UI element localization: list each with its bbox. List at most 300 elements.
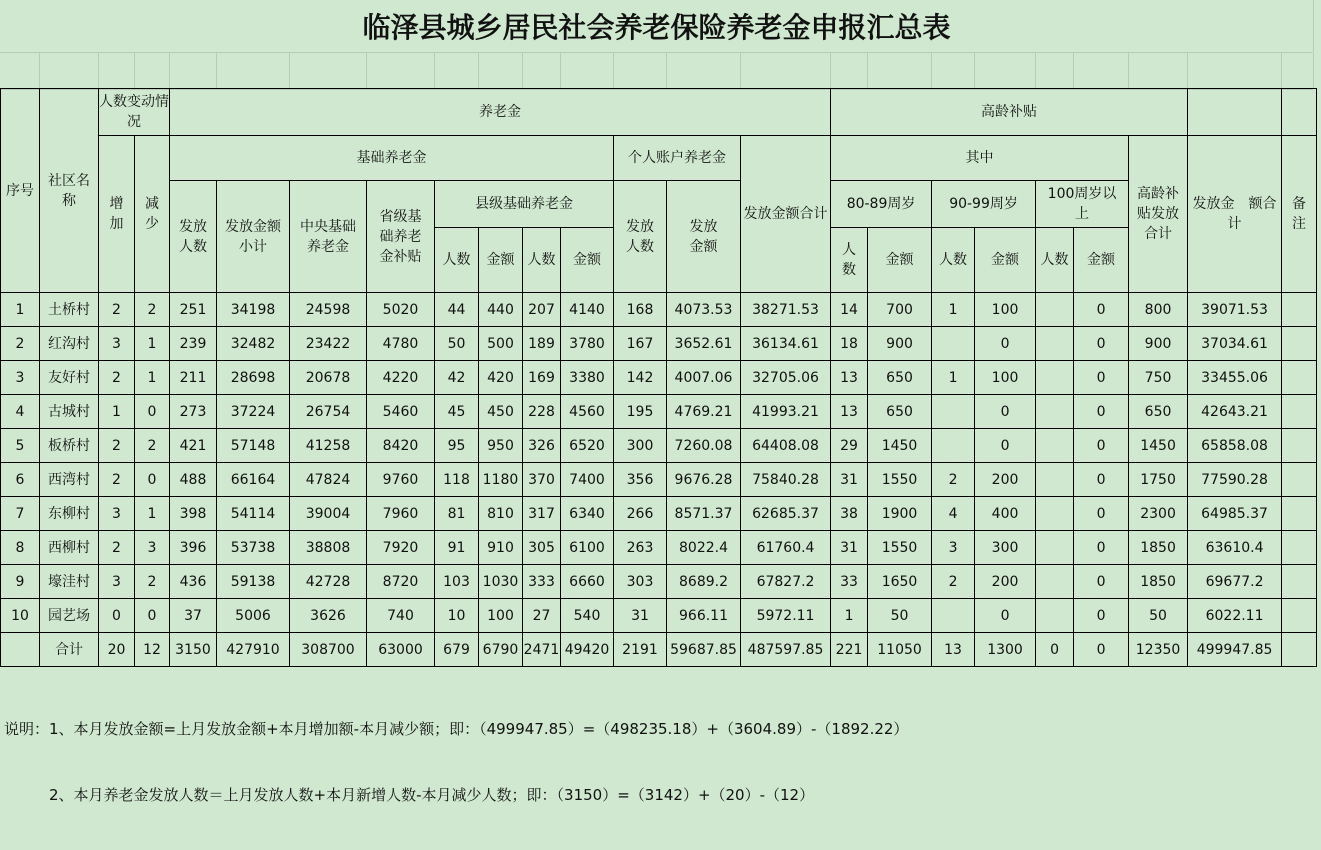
cell-a100a[interactable]: 0 <box>1074 361 1129 395</box>
cell-prov[interactable]: 5460 <box>367 395 435 429</box>
cell-a100n[interactable] <box>1036 429 1074 463</box>
cell-a80a[interactable]: 1450 <box>868 429 932 463</box>
cell-a80a[interactable]: 900 <box>868 327 932 361</box>
header-elder-subsidy: 高龄补贴 <box>831 89 1188 136</box>
cell-c2n[interactable]: 333 <box>523 565 561 599</box>
cell-prov[interactable]: 63000 <box>367 633 435 667</box>
cell-et[interactable]: 650 <box>1129 395 1188 429</box>
cell-a90a[interactable]: 400 <box>975 497 1036 531</box>
cell-cnt[interactable]: 3150 <box>170 633 217 667</box>
cell-et[interactable]: 50 <box>1129 599 1188 633</box>
cell-pa[interactable]: 7260.08 <box>667 429 741 463</box>
cell-name[interactable]: 古城村 <box>40 395 99 429</box>
table-row <box>1 633 1317 667</box>
cell-prov[interactable]: 4220 <box>367 361 435 395</box>
cell-remark[interactable] <box>1282 497 1317 531</box>
cell-tot[interactable]: 62685.37 <box>741 497 831 531</box>
cell-dec[interactable]: 3 <box>135 531 170 565</box>
cell-c2a[interactable]: 3780 <box>561 327 614 361</box>
cell-dec[interactable]: 2 <box>135 565 170 599</box>
cell-inc[interactable]: 0 <box>99 599 135 633</box>
cell-remark[interactable] <box>1282 395 1317 429</box>
cell-c1a[interactable]: 910 <box>479 531 523 565</box>
cell-pn[interactable]: 263 <box>614 531 667 565</box>
cell-seq[interactable] <box>1 633 40 667</box>
cell-c2a[interactable]: 4140 <box>561 293 614 327</box>
header-blank-a <box>1188 89 1282 136</box>
cell-a100n[interactable] <box>1036 395 1074 429</box>
cell-a100n[interactable] <box>1036 531 1074 565</box>
cell-c1a[interactable]: 100 <box>479 599 523 633</box>
cell-pa[interactable]: 59687.85 <box>667 633 741 667</box>
cell-a90n[interactable]: 13 <box>932 633 975 667</box>
cell-c1a[interactable]: 500 <box>479 327 523 361</box>
cell-a90n[interactable] <box>932 429 975 463</box>
cell-c2n[interactable]: 305 <box>523 531 561 565</box>
cell-name[interactable]: 东柳村 <box>40 497 99 531</box>
header-increase: 增加 <box>99 136 135 293</box>
header-80-amount: 金额 <box>868 228 932 293</box>
cell-a90n[interactable]: 3 <box>932 531 975 565</box>
cell-central[interactable]: 39004 <box>290 497 367 531</box>
cell-pa[interactable]: 4007.06 <box>667 361 741 395</box>
cell-central[interactable]: 26754 <box>290 395 367 429</box>
cell-a100a[interactable]: 0 <box>1074 633 1129 667</box>
cell-cnt[interactable]: 396 <box>170 531 217 565</box>
cell-gt[interactable]: 6022.11 <box>1188 599 1282 633</box>
cell-seq[interactable]: 7 <box>1 497 40 531</box>
cell-inc[interactable]: 2 <box>99 463 135 497</box>
cell-pn[interactable]: 142 <box>614 361 667 395</box>
cell-dec[interactable]: 1 <box>135 327 170 361</box>
cell-seq[interactable]: 4 <box>1 395 40 429</box>
cell-a80n[interactable]: 18 <box>831 327 868 361</box>
cell-a80a[interactable]: 700 <box>868 293 932 327</box>
header-among: 其中 <box>831 136 1129 181</box>
cell-et[interactable]: 1850 <box>1129 565 1188 599</box>
table-row <box>1 531 1317 565</box>
cell-c1a[interactable]: 810 <box>479 497 523 531</box>
cell-gt[interactable]: 39071.53 <box>1188 293 1282 327</box>
cell-pn[interactable]: 356 <box>614 463 667 497</box>
cell-a80n[interactable]: 33 <box>831 565 868 599</box>
cell-c2a[interactable]: 6340 <box>561 497 614 531</box>
cell-cnt[interactable]: 211 <box>170 361 217 395</box>
cell-a90n[interactable]: 1 <box>932 361 975 395</box>
cell-c1n[interactable]: 91 <box>435 531 479 565</box>
cell-c2n[interactable]: 317 <box>523 497 561 531</box>
cell-a90n[interactable] <box>932 327 975 361</box>
cell-cnt[interactable]: 273 <box>170 395 217 429</box>
notes <box>4 674 908 850</box>
cell-name[interactable]: 合计 <box>40 633 99 667</box>
cell-a100a[interactable]: 0 <box>1074 531 1129 565</box>
cell-pa[interactable]: 966.11 <box>667 599 741 633</box>
header-issue-subtotal: 发放金额小计 <box>217 181 290 293</box>
cell-c1a[interactable]: 950 <box>479 429 523 463</box>
cell-remark[interactable] <box>1282 463 1317 497</box>
cell-c2n[interactable]: 207 <box>523 293 561 327</box>
cell-pn[interactable]: 300 <box>614 429 667 463</box>
cell-c2n[interactable]: 326 <box>523 429 561 463</box>
cell-dec[interactable]: 2 <box>135 429 170 463</box>
cell-a100a[interactable]: 0 <box>1074 497 1129 531</box>
cell-c2n[interactable]: 169 <box>523 361 561 395</box>
cell-a90n[interactable]: 4 <box>932 497 975 531</box>
cell-c1a[interactable]: 420 <box>479 361 523 395</box>
header-county-people-2: 人数 <box>523 228 561 293</box>
cell-dec[interactable]: 12 <box>135 633 170 667</box>
cell-c1n[interactable]: 679 <box>435 633 479 667</box>
cell-a90n[interactable] <box>932 395 975 429</box>
cell-pn[interactable]: 266 <box>614 497 667 531</box>
cell-prov[interactable]: 9760 <box>367 463 435 497</box>
cell-sub[interactable]: 59138 <box>217 565 290 599</box>
cell-c1a[interactable]: 1030 <box>479 565 523 599</box>
cell-a100n[interactable] <box>1036 497 1074 531</box>
cell-c1n[interactable]: 81 <box>435 497 479 531</box>
cell-a90a[interactable]: 200 <box>975 463 1036 497</box>
cell-c2a[interactable]: 6660 <box>561 565 614 599</box>
cell-et[interactable]: 750 <box>1129 361 1188 395</box>
cell-cnt[interactable]: 488 <box>170 463 217 497</box>
cell-a100a[interactable]: 0 <box>1074 327 1129 361</box>
cell-pa[interactable]: 8689.2 <box>667 565 741 599</box>
cell-et[interactable]: 1750 <box>1129 463 1188 497</box>
table-row <box>1 463 1317 497</box>
cell-a90a[interactable]: 200 <box>975 565 1036 599</box>
header-pension: 养老金 <box>170 89 831 136</box>
cell-dec[interactable]: 1 <box>135 361 170 395</box>
table-row <box>1 429 1317 463</box>
cell-a80n[interactable]: 13 <box>831 361 868 395</box>
cell-seq[interactable]: 6 <box>1 463 40 497</box>
cell-pn[interactable]: 2191 <box>614 633 667 667</box>
cell-remark[interactable] <box>1282 327 1317 361</box>
cell-a80n[interactable]: 13 <box>831 395 868 429</box>
header-age-100: 100周岁以上 <box>1036 181 1129 228</box>
cell-c2a[interactable]: 3380 <box>561 361 614 395</box>
cell-c2a[interactable]: 7400 <box>561 463 614 497</box>
cell-name[interactable]: 土桥村 <box>40 293 99 327</box>
cell-central[interactable]: 47824 <box>290 463 367 497</box>
cell-sub[interactable]: 28698 <box>217 361 290 395</box>
cell-c1a[interactable]: 450 <box>479 395 523 429</box>
header-county-amount-1: 金额 <box>479 228 523 293</box>
cell-c1a[interactable]: 1180 <box>479 463 523 497</box>
cell-name[interactable]: 西湾村 <box>40 463 99 497</box>
cell-a90n[interactable] <box>932 599 975 633</box>
cell-remark[interactable] <box>1282 293 1317 327</box>
cell-et[interactable]: 900 <box>1129 327 1188 361</box>
cell-c2n[interactable]: 2471 <box>523 633 561 667</box>
header-elder-total: 高龄补贴发放合计 <box>1129 136 1188 293</box>
cell-c1n[interactable]: 118 <box>435 463 479 497</box>
cell-c2n[interactable]: 189 <box>523 327 561 361</box>
cell-prov[interactable]: 7960 <box>367 497 435 531</box>
cell-name[interactable]: 板桥村 <box>40 429 99 463</box>
cell-inc[interactable]: 1 <box>99 395 135 429</box>
cell-seq[interactable]: 1 <box>1 293 40 327</box>
cell-a100n[interactable] <box>1036 565 1074 599</box>
cell-a90a[interactable]: 0 <box>975 327 1036 361</box>
cell-central[interactable]: 20678 <box>290 361 367 395</box>
cell-seq[interactable]: 8 <box>1 531 40 565</box>
cell-name[interactable]: 友好村 <box>40 361 99 395</box>
cell-a100a[interactable]: 0 <box>1074 565 1129 599</box>
header-remark: 备注 <box>1282 136 1317 293</box>
cell-a90a[interactable]: 100 <box>975 293 1036 327</box>
cell-dec[interactable]: 0 <box>135 599 170 633</box>
cell-name[interactable]: 园艺场 <box>40 599 99 633</box>
cell-a90a[interactable]: 0 <box>975 599 1036 633</box>
cell-c2a[interactable]: 6100 <box>561 531 614 565</box>
cell-a90n[interactable]: 2 <box>932 463 975 497</box>
cell-tot[interactable]: 75840.28 <box>741 463 831 497</box>
cell-pa[interactable]: 3652.61 <box>667 327 741 361</box>
cell-pa[interactable]: 9676.28 <box>667 463 741 497</box>
table-row <box>1 565 1317 599</box>
cell-central[interactable]: 42728 <box>290 565 367 599</box>
cell-cnt[interactable]: 398 <box>170 497 217 531</box>
cell-tot[interactable]: 61760.4 <box>741 531 831 565</box>
cell-pn[interactable]: 31 <box>614 599 667 633</box>
cell-a100a[interactable]: 0 <box>1074 395 1129 429</box>
cell-cnt[interactable]: 37 <box>170 599 217 633</box>
cell-sub[interactable]: 34198 <box>217 293 290 327</box>
cell-pn[interactable]: 168 <box>614 293 667 327</box>
cell-pn[interactable]: 303 <box>614 565 667 599</box>
cell-tot[interactable]: 64408.08 <box>741 429 831 463</box>
cell-tot[interactable]: 38271.53 <box>741 293 831 327</box>
cell-inc[interactable]: 2 <box>99 531 135 565</box>
cell-a80a[interactable]: 650 <box>868 361 932 395</box>
cell-gt[interactable]: 64985.37 <box>1188 497 1282 531</box>
cell-et[interactable]: 800 <box>1129 293 1188 327</box>
cell-a80a[interactable]: 1550 <box>868 531 932 565</box>
cell-inc[interactable]: 20 <box>99 633 135 667</box>
cell-tot[interactable]: 36134.61 <box>741 327 831 361</box>
cell-tot[interactable]: 487597.85 <box>741 633 831 667</box>
cell-a80n[interactable]: 1 <box>831 599 868 633</box>
cell-pa[interactable]: 4769.21 <box>667 395 741 429</box>
cell-inc[interactable]: 2 <box>99 293 135 327</box>
cell-et[interactable]: 2300 <box>1129 497 1188 531</box>
cell-inc[interactable]: 3 <box>99 565 135 599</box>
cell-cnt[interactable]: 251 <box>170 293 217 327</box>
cell-a100a[interactable]: 0 <box>1074 429 1129 463</box>
cell-et[interactable]: 1850 <box>1129 531 1188 565</box>
cell-remark[interactable] <box>1282 361 1317 395</box>
cell-inc[interactable]: 2 <box>99 429 135 463</box>
cell-sub[interactable]: 53738 <box>217 531 290 565</box>
cell-gt[interactable]: 499947.85 <box>1188 633 1282 667</box>
cell-seq[interactable]: 5 <box>1 429 40 463</box>
cell-a90a[interactable]: 300 <box>975 531 1036 565</box>
cell-a80n[interactable]: 14 <box>831 293 868 327</box>
cell-a90n[interactable]: 1 <box>932 293 975 327</box>
cell-a80a[interactable]: 1650 <box>868 565 932 599</box>
cell-remark[interactable] <box>1282 599 1317 633</box>
cell-central[interactable]: 23422 <box>290 327 367 361</box>
cell-c1a[interactable]: 440 <box>479 293 523 327</box>
header-county: 县级基础养老金 <box>435 181 614 228</box>
cell-c2a[interactable]: 6520 <box>561 429 614 463</box>
cell-a100n[interactable] <box>1036 327 1074 361</box>
cell-c1n[interactable]: 10 <box>435 599 479 633</box>
cell-sub[interactable]: 57148 <box>217 429 290 463</box>
cell-pn[interactable]: 195 <box>614 395 667 429</box>
cell-tot[interactable]: 32705.06 <box>741 361 831 395</box>
cell-a90a[interactable]: 0 <box>975 429 1036 463</box>
cell-remark[interactable] <box>1282 531 1317 565</box>
cell-gt[interactable]: 65858.08 <box>1188 429 1282 463</box>
cell-cnt[interactable]: 421 <box>170 429 217 463</box>
note-1: 说明：1、本月发放金额=上月发放金额+本月增加额-本月减少额；即：（499947.85）=（498235.18）+（3604.89）-（1892.22） <box>4 720 909 738</box>
cell-remark[interactable] <box>1282 565 1317 599</box>
cell-gt[interactable]: 42643.21 <box>1188 395 1282 429</box>
cell-c1a[interactable]: 6790 <box>479 633 523 667</box>
cell-central[interactable]: 24598 <box>290 293 367 327</box>
cell-c2a[interactable]: 540 <box>561 599 614 633</box>
cell-sub[interactable]: 32482 <box>217 327 290 361</box>
table-row <box>1 395 1317 429</box>
cell-sub[interactable]: 66164 <box>217 463 290 497</box>
cell-c2a[interactable]: 49420 <box>561 633 614 667</box>
cell-sub[interactable]: 37224 <box>217 395 290 429</box>
cell-a100a[interactable]: 0 <box>1074 293 1129 327</box>
cell-dec[interactable]: 2 <box>135 293 170 327</box>
table-row <box>1 599 1317 633</box>
cell-a100a[interactable]: 0 <box>1074 599 1129 633</box>
cell-prov[interactable]: 740 <box>367 599 435 633</box>
cell-a80a[interactable]: 650 <box>868 395 932 429</box>
header-personal-account: 个人账户养老金 <box>614 136 741 181</box>
cell-gt[interactable]: 77590.28 <box>1188 463 1282 497</box>
note-2: 2、本月养老金发放人数＝上月发放人数+本月新增人数-本月减少人数；即：（3150）=（3142）+（20）-（12） <box>4 786 815 804</box>
cell-pa[interactable]: 4073.53 <box>667 293 741 327</box>
cell-a100n[interactable] <box>1036 361 1074 395</box>
cell-remark[interactable] <box>1282 429 1317 463</box>
cell-et[interactable]: 1450 <box>1129 429 1188 463</box>
header-personal-amount: 发放金额 <box>667 181 741 293</box>
cell-a100n[interactable]: 0 <box>1036 633 1074 667</box>
cell-prov[interactable]: 8420 <box>367 429 435 463</box>
cell-et[interactable]: 12350 <box>1129 633 1188 667</box>
cell-dec[interactable]: 0 <box>135 463 170 497</box>
cell-inc[interactable]: 3 <box>99 327 135 361</box>
cell-inc[interactable]: 2 <box>99 361 135 395</box>
cell-a90a[interactable]: 0 <box>975 395 1036 429</box>
cell-a80n[interactable]: 29 <box>831 429 868 463</box>
cell-name[interactable]: 壕洼村 <box>40 565 99 599</box>
cell-a80a[interactable]: 1900 <box>868 497 932 531</box>
cell-seq[interactable]: 3 <box>1 361 40 395</box>
cell-tot[interactable]: 67827.2 <box>741 565 831 599</box>
cell-c2n[interactable]: 27 <box>523 599 561 633</box>
header-90-people: 人数 <box>932 228 975 293</box>
cell-central[interactable]: 308700 <box>290 633 367 667</box>
sheet-title: 临泽县城乡居民社会养老保险养老金申报汇总表 <box>0 0 1314 52</box>
cell-prov[interactable]: 4780 <box>367 327 435 361</box>
cell-pa[interactable]: 8571.37 <box>667 497 741 531</box>
cell-a100a[interactable]: 0 <box>1074 463 1129 497</box>
cell-c1n[interactable]: 50 <box>435 327 479 361</box>
table-row <box>1 497 1317 531</box>
cell-sub[interactable]: 427910 <box>217 633 290 667</box>
cell-a90n[interactable]: 2 <box>932 565 975 599</box>
cell-a100n[interactable] <box>1036 599 1074 633</box>
cell-remark[interactable] <box>1282 633 1317 667</box>
cell-a80a[interactable]: 50 <box>868 599 932 633</box>
cell-a80n[interactable]: 31 <box>831 531 868 565</box>
header-issue-count: 发放人数 <box>170 181 217 293</box>
cell-gt[interactable]: 63610.4 <box>1188 531 1282 565</box>
cell-seq[interactable]: 2 <box>1 327 40 361</box>
cell-central[interactable]: 3626 <box>290 599 367 633</box>
cell-a80n[interactable]: 38 <box>831 497 868 531</box>
cell-a80n[interactable]: 31 <box>831 463 868 497</box>
cell-c2n[interactable]: 228 <box>523 395 561 429</box>
cell-dec[interactable]: 1 <box>135 497 170 531</box>
header-grand-total: 发放金 额合计 <box>1188 136 1282 293</box>
cell-cnt[interactable]: 436 <box>170 565 217 599</box>
cell-a100n[interactable] <box>1036 293 1074 327</box>
cell-pn[interactable]: 167 <box>614 327 667 361</box>
cell-c2n[interactable]: 370 <box>523 463 561 497</box>
cell-prov[interactable]: 7920 <box>367 531 435 565</box>
cell-dec[interactable]: 0 <box>135 395 170 429</box>
cell-tot[interactable]: 5972.11 <box>741 599 831 633</box>
cell-prov[interactable]: 8720 <box>367 565 435 599</box>
cell-a80a[interactable]: 11050 <box>868 633 932 667</box>
cell-central[interactable]: 41258 <box>290 429 367 463</box>
cell-c2a[interactable]: 4560 <box>561 395 614 429</box>
header-100-amount: 金额 <box>1074 228 1129 293</box>
header-change: 人数变动情况 <box>99 89 170 136</box>
cell-seq[interactable]: 9 <box>1 565 40 599</box>
cell-pa[interactable]: 8022.4 <box>667 531 741 565</box>
cell-gt[interactable]: 69677.2 <box>1188 565 1282 599</box>
cell-a90a[interactable]: 100 <box>975 361 1036 395</box>
cell-c1n[interactable]: 42 <box>435 361 479 395</box>
cell-inc[interactable]: 3 <box>99 497 135 531</box>
cell-c1n[interactable]: 103 <box>435 565 479 599</box>
cell-c1n[interactable]: 45 <box>435 395 479 429</box>
cell-central[interactable]: 38808 <box>290 531 367 565</box>
cell-a90a[interactable]: 1300 <box>975 633 1036 667</box>
cell-a100n[interactable] <box>1036 463 1074 497</box>
cell-c1n[interactable]: 95 <box>435 429 479 463</box>
cell-prov[interactable]: 5020 <box>367 293 435 327</box>
cell-name[interactable]: 西柳村 <box>40 531 99 565</box>
empty-grid-row <box>0 52 1313 90</box>
cell-sub[interactable]: 54114 <box>217 497 290 531</box>
header-90-amount: 金额 <box>975 228 1036 293</box>
cell-tot[interactable]: 41993.21 <box>741 395 831 429</box>
header-community: 社区名称 <box>40 89 99 293</box>
cell-a80n[interactable]: 221 <box>831 633 868 667</box>
header-county-people-1: 人数 <box>435 228 479 293</box>
cell-a80a[interactable]: 1550 <box>868 463 932 497</box>
cell-gt[interactable]: 33455.06 <box>1188 361 1282 395</box>
cell-gt[interactable]: 37034.61 <box>1188 327 1282 361</box>
cell-cnt[interactable]: 239 <box>170 327 217 361</box>
cell-c1n[interactable]: 44 <box>435 293 479 327</box>
cell-name[interactable]: 红沟村 <box>40 327 99 361</box>
cell-sub[interactable]: 5006 <box>217 599 290 633</box>
cell-seq[interactable]: 10 <box>1 599 40 633</box>
